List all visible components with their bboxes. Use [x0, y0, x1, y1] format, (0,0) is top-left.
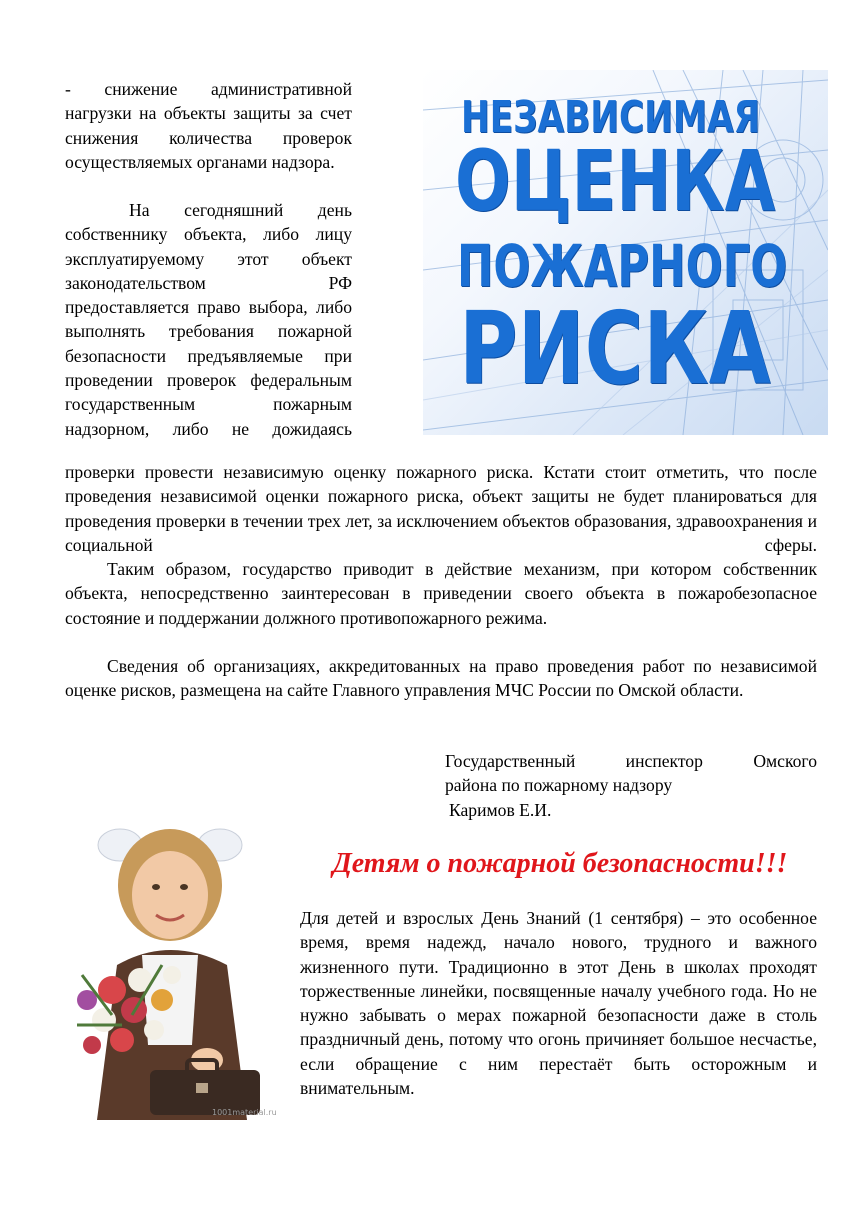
body-paragraph-1: проверки провести независимую оценку пожарного риска. Кстати стоит отметить, что после проведения независимой оценки пожарного риска, объект защиты не будет планироваться для проведения проверки в течении трех лет, за исключением объектов образования, здравоохранения и социальной сферы.	[65, 462, 817, 555]
fire-risk-banner	[423, 70, 828, 435]
signature-department: района по пожарному надзору	[445, 775, 673, 796]
children-fire-safety-heading: Детям о пожарной безопасности!!!	[332, 848, 788, 879]
banner-line-4: РИСКА	[459, 290, 771, 407]
column-paragraph-2: На сегодняшний день собственнику объекта, либо лицу эксплуатируемому этот объект законодательством РФ предоставляется право выбора, либо выполнять требования пожарной безопасности предъявляемые при проведении проверок федеральным государственным пожарным надзорном, либо не дожидаясь	[65, 200, 352, 439]
schoolgirl-with-flowers-image	[62, 815, 288, 1120]
signature-name: Каримов Е.И.	[449, 799, 552, 820]
banner-line-1: НЕЗАВИСИМАЯ	[461, 92, 761, 143]
body-paragraph-2: Таким образом, государство приводит в действие механизм, при котором собственник объекта, непосредственно заинтересован в приведении своего объекта в пожаробезопасное состояние и поддержании должного противопожарного режима.	[65, 559, 817, 628]
signature-block	[445, 749, 817, 822]
column-paragraph-1: - снижение административной нагрузки на объекты защиты за счет снижения количества проверок осуществляемых органами надзора.	[65, 79, 352, 172]
signature-position: Государственный инспектор Омского	[445, 751, 817, 771]
image-watermark: 1001material.ru	[212, 1108, 277, 1117]
body-paragraph-3: Сведения об организациях, аккредитованных на право проведения работ по независимой оценке рисков, размещена на сайте Главного управления МЧС России по Омской области.	[65, 656, 817, 701]
banner-line-3: ПОЖАРНОГО	[457, 232, 788, 300]
banner-line-2: ОЦЕНКА	[455, 132, 776, 230]
children-fire-safety-paragraph: Для детей и взрослых День Знаний (1 сентября) – это особенное время, время надежд, начало нового, трудного и важного жизненного пути. Традиционно в этот День в школах проходят торжественные линейки, посвященные началу учебного года. Но не нужно забывать о мерах пожарной безопасности даже в столь праздничный день, потому что огонь причиняет большое несчастье, если обращение с ним перестаёт быть осторожным и внимательным.	[300, 908, 817, 1099]
